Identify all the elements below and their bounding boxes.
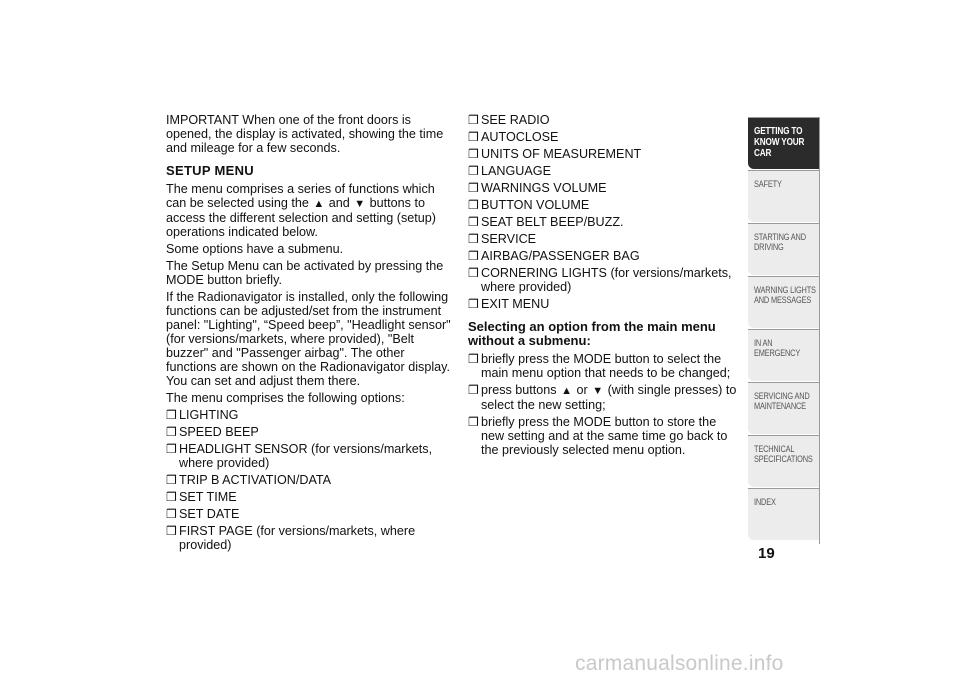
checkbox-bullet-icon: ❒: [166, 442, 177, 456]
list-item: ❒ SEE RADIO: [468, 113, 550, 127]
list-item: ❒ UNITS OF MEASUREMENT: [468, 147, 642, 161]
paragraph-options-intro: The menu comprises the following options:: [166, 391, 405, 405]
step-item: ❒ press buttons ▲ or ▼ (with single presses) to select the new setting;: [468, 383, 737, 412]
tab-starting-and-driving[interactable]: STARTING AND DRIVING: [748, 223, 820, 275]
checkbox-bullet-icon: ❒: [468, 181, 479, 195]
up-arrow-icon: ▲: [561, 385, 572, 397]
up-arrow-icon: ▲: [313, 198, 325, 210]
checkbox-bullet-icon: ❒: [468, 164, 479, 178]
tab-warning-lights-and-messages[interactable]: WARNING LIGHTS AND MESSAGES: [748, 276, 820, 328]
checkbox-bullet-icon: ❒: [166, 473, 177, 487]
checkbox-bullet-icon: ❒: [468, 232, 479, 246]
list-item: ❒ AUTOCLOSE: [468, 130, 559, 144]
checkbox-bullet-icon: ❒: [468, 215, 479, 229]
list-item: ❒ LIGHTING: [166, 408, 239, 422]
tab-servicing-and-maintenance[interactable]: SERVICING AND MAINTENANCE: [748, 382, 820, 434]
checkbox-bullet-icon: ❒: [166, 425, 177, 439]
checkbox-bullet-icon: ❒: [468, 352, 479, 366]
important-note: IMPORTANT When one of the front doors is opened, the display is activated, showing the time and mileage for a few seconds.: [166, 113, 444, 155]
step-item: ❒ briefly press the MODE button to select the main menu option that needs to be changed;: [468, 352, 731, 380]
checkbox-bullet-icon: ❒: [166, 408, 177, 422]
right-column: [468, 113, 738, 460]
checkbox-bullet-icon: ❒: [468, 130, 479, 144]
tab-technical-specifications[interactable]: TECHNICAL SPECIFICATIONS: [748, 435, 820, 487]
tab-in-an-emergency[interactable]: IN AN EMERGENCY: [748, 329, 820, 381]
list-item: ❒ SPEED BEEP: [166, 425, 259, 439]
down-arrow-icon: ▼: [354, 198, 366, 210]
setup-menu-heading: SETUP MENU: [166, 163, 254, 178]
steps-list: [468, 352, 738, 457]
checkbox-bullet-icon: ❒: [468, 113, 479, 127]
list-item: ❒ WARNINGS VOLUME: [468, 181, 607, 195]
tab-index[interactable]: INDEX: [748, 488, 820, 540]
paragraph-submenu: Some options have a submenu.: [166, 242, 344, 256]
chapter-tabs: [748, 117, 820, 541]
checkbox-bullet-icon: ❒: [468, 266, 479, 280]
list-item: ❒ TRIP B ACTIVATION/DATA: [166, 473, 332, 487]
paragraph-menu-functions: The menu comprises a series of functions which can be selected using the ▲ and ▼ buttons to access the different selection and setting (setup) operations indicated below.: [166, 182, 436, 239]
list-item: ❒ SEAT BELT BEEP/BUZZ.: [468, 215, 624, 229]
selecting-option-heading: Selecting an option from the main menu without a submenu:: [468, 319, 716, 348]
checkbox-bullet-icon: ❒: [468, 415, 479, 429]
down-arrow-icon: ▼: [592, 385, 604, 397]
list-item: ❒ FIRST PAGE (for versions/markets, where provided): [166, 524, 416, 552]
checkbox-bullet-icon: ❒: [468, 297, 479, 311]
watermark: carmanualsonline.info: [575, 652, 784, 675]
checkbox-bullet-icon: ❒: [166, 507, 177, 521]
list-item: ❒ AIRBAG/PASSENGER BAG: [468, 249, 640, 263]
list-item: ❒ EXIT MENU: [468, 297, 550, 311]
checkbox-bullet-icon: ❒: [166, 524, 177, 538]
list-item: ❒ SET TIME: [166, 490, 237, 504]
step-item: ❒ briefly press the MODE button to store the new setting and at the same time go back to the previously selected menu option.: [468, 415, 728, 457]
checkbox-bullet-icon: ❒: [468, 198, 479, 212]
options-list-left: [166, 408, 458, 552]
paragraph-radionavigator: If the Radionavigator is installed, only the following functions can be adjusted/set from the instrument panel: "Lighting", “Speed beep”, "Headlight sensor" (for versions/markets, where provided), "Belt buzzer" and "Passenger airbag". The other functions are shown on the Radionavigator display. You can set and adjust them there.: [166, 290, 451, 388]
list-item: ❒ CORNERING LIGHTS (for versions/markets, where provided): [468, 266, 732, 294]
checkbox-bullet-icon: ❒: [468, 383, 479, 397]
checkbox-bullet-icon: ❒: [166, 490, 177, 504]
paragraph-activation: The Setup Menu can be activated by pressing the MODE button briefly.: [166, 259, 444, 287]
left-column: [166, 113, 458, 555]
checkbox-bullet-icon: ❒: [468, 147, 479, 161]
checkbox-bullet-icon: ❒: [468, 249, 479, 263]
page-number: 19: [758, 545, 775, 562]
options-list-right: [468, 113, 738, 311]
list-item: ❒ SET DATE: [166, 507, 240, 521]
list-item: ❒ BUTTON VOLUME: [468, 198, 590, 212]
list-item: ❒ SERVICE: [468, 232, 537, 246]
list-item: ❒ HEADLIGHT SENSOR (for versions/markets, where provided): [166, 442, 433, 470]
tab-getting-to-know-your-car[interactable]: GETTING TO KNOW YOUR CAR: [748, 117, 820, 169]
tab-safety[interactable]: SAFETY: [748, 170, 820, 222]
list-item: ❒ LANGUAGE: [468, 164, 551, 178]
